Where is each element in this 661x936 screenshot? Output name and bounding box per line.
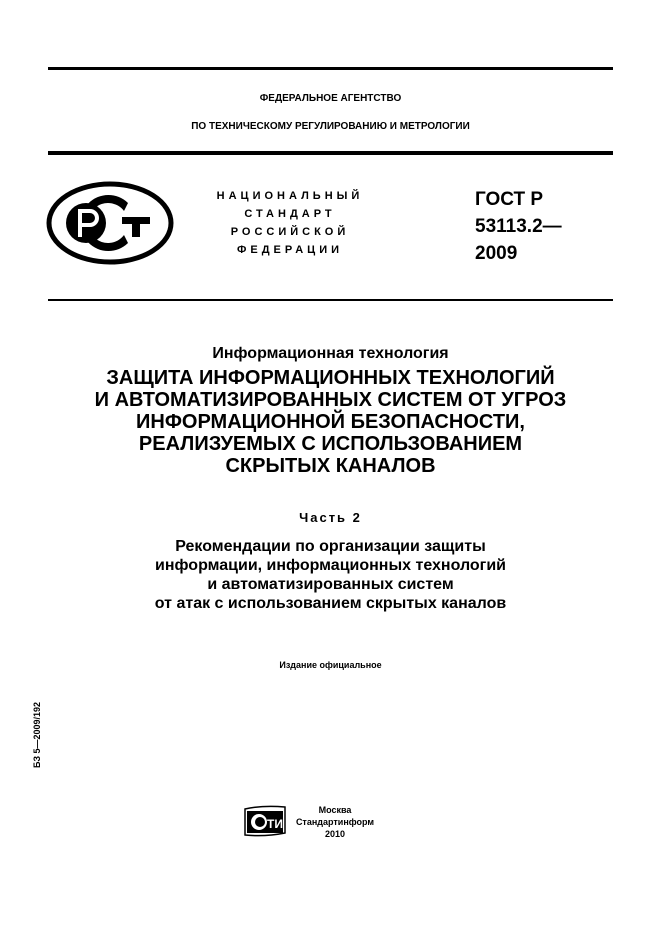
title-line: РЕАЛИЗУЕМЫХ С ИСПОЛЬЗОВАНИЕМ	[138, 433, 523, 455]
edition-label: Издание официальное	[279, 660, 382, 670]
document-title	[0, 367, 661, 477]
mid-rule	[48, 299, 613, 301]
subtitle-line: Рекомендации по организации защиты	[175, 538, 486, 555]
title-line: ЗАЩИТА ИНФОРМАЦИОННЫХ ТЕХНОЛОГИЙ	[106, 367, 555, 389]
title-line: СКРЫТЫХ КАНАЛОВ	[225, 455, 436, 477]
publisher-name: Стандартинформ	[295, 817, 375, 827]
standard-type-line: НАЦИОНАЛЬНЫЙ	[216, 190, 364, 202]
standard-type	[200, 187, 380, 259]
publication-year: 2010	[324, 829, 346, 839]
standard-code-line: 53113.2—	[475, 216, 562, 237]
svg-text:ТИ: ТИ	[267, 817, 283, 831]
publisher-city: Москва	[318, 805, 352, 815]
gost-logo-icon	[46, 181, 174, 265]
subject: Информационная технология	[212, 345, 449, 362]
publisher-logo-icon	[243, 805, 287, 837]
top-rule	[48, 67, 613, 70]
header-rule	[48, 151, 613, 155]
part-label: Часть 2	[299, 510, 362, 525]
standard-code-line: 2009	[475, 243, 518, 264]
title-line: И АВТОМАТИЗИРОВАННЫХ СИСТЕМ ОТ УГРОЗ	[94, 389, 567, 411]
side-code: БЗ 5—2009/192	[32, 701, 42, 768]
publisher-info	[295, 804, 375, 840]
standard-type-line: РОССИЙСКОЙ	[230, 226, 350, 238]
document-subtitle	[0, 537, 661, 613]
standard-code	[475, 186, 562, 267]
standard-type-line: СТАНДАРТ	[244, 208, 336, 220]
standard-type-line: ФЕДЕРАЦИИ	[236, 244, 344, 256]
standard-code-line: ГОСТ Р	[475, 189, 544, 210]
subtitle-line: и автоматизированных систем	[207, 576, 454, 593]
subtitle-line: от атак с использованием скрытых каналов	[154, 595, 507, 612]
title-line: ИНФОРМАЦИОННОЙ БЕЗОПАСНОСТИ,	[136, 411, 525, 433]
agency-line-1: ФЕДЕРАЛЬНОЕ АГЕНТСТВО	[259, 93, 402, 104]
subtitle-line: информации, информационных технологий	[155, 557, 506, 574]
agency-line-2: ПО ТЕХНИЧЕСКОМУ РЕГУЛИРОВАНИЮ И МЕТРОЛОГИИ	[191, 121, 470, 132]
